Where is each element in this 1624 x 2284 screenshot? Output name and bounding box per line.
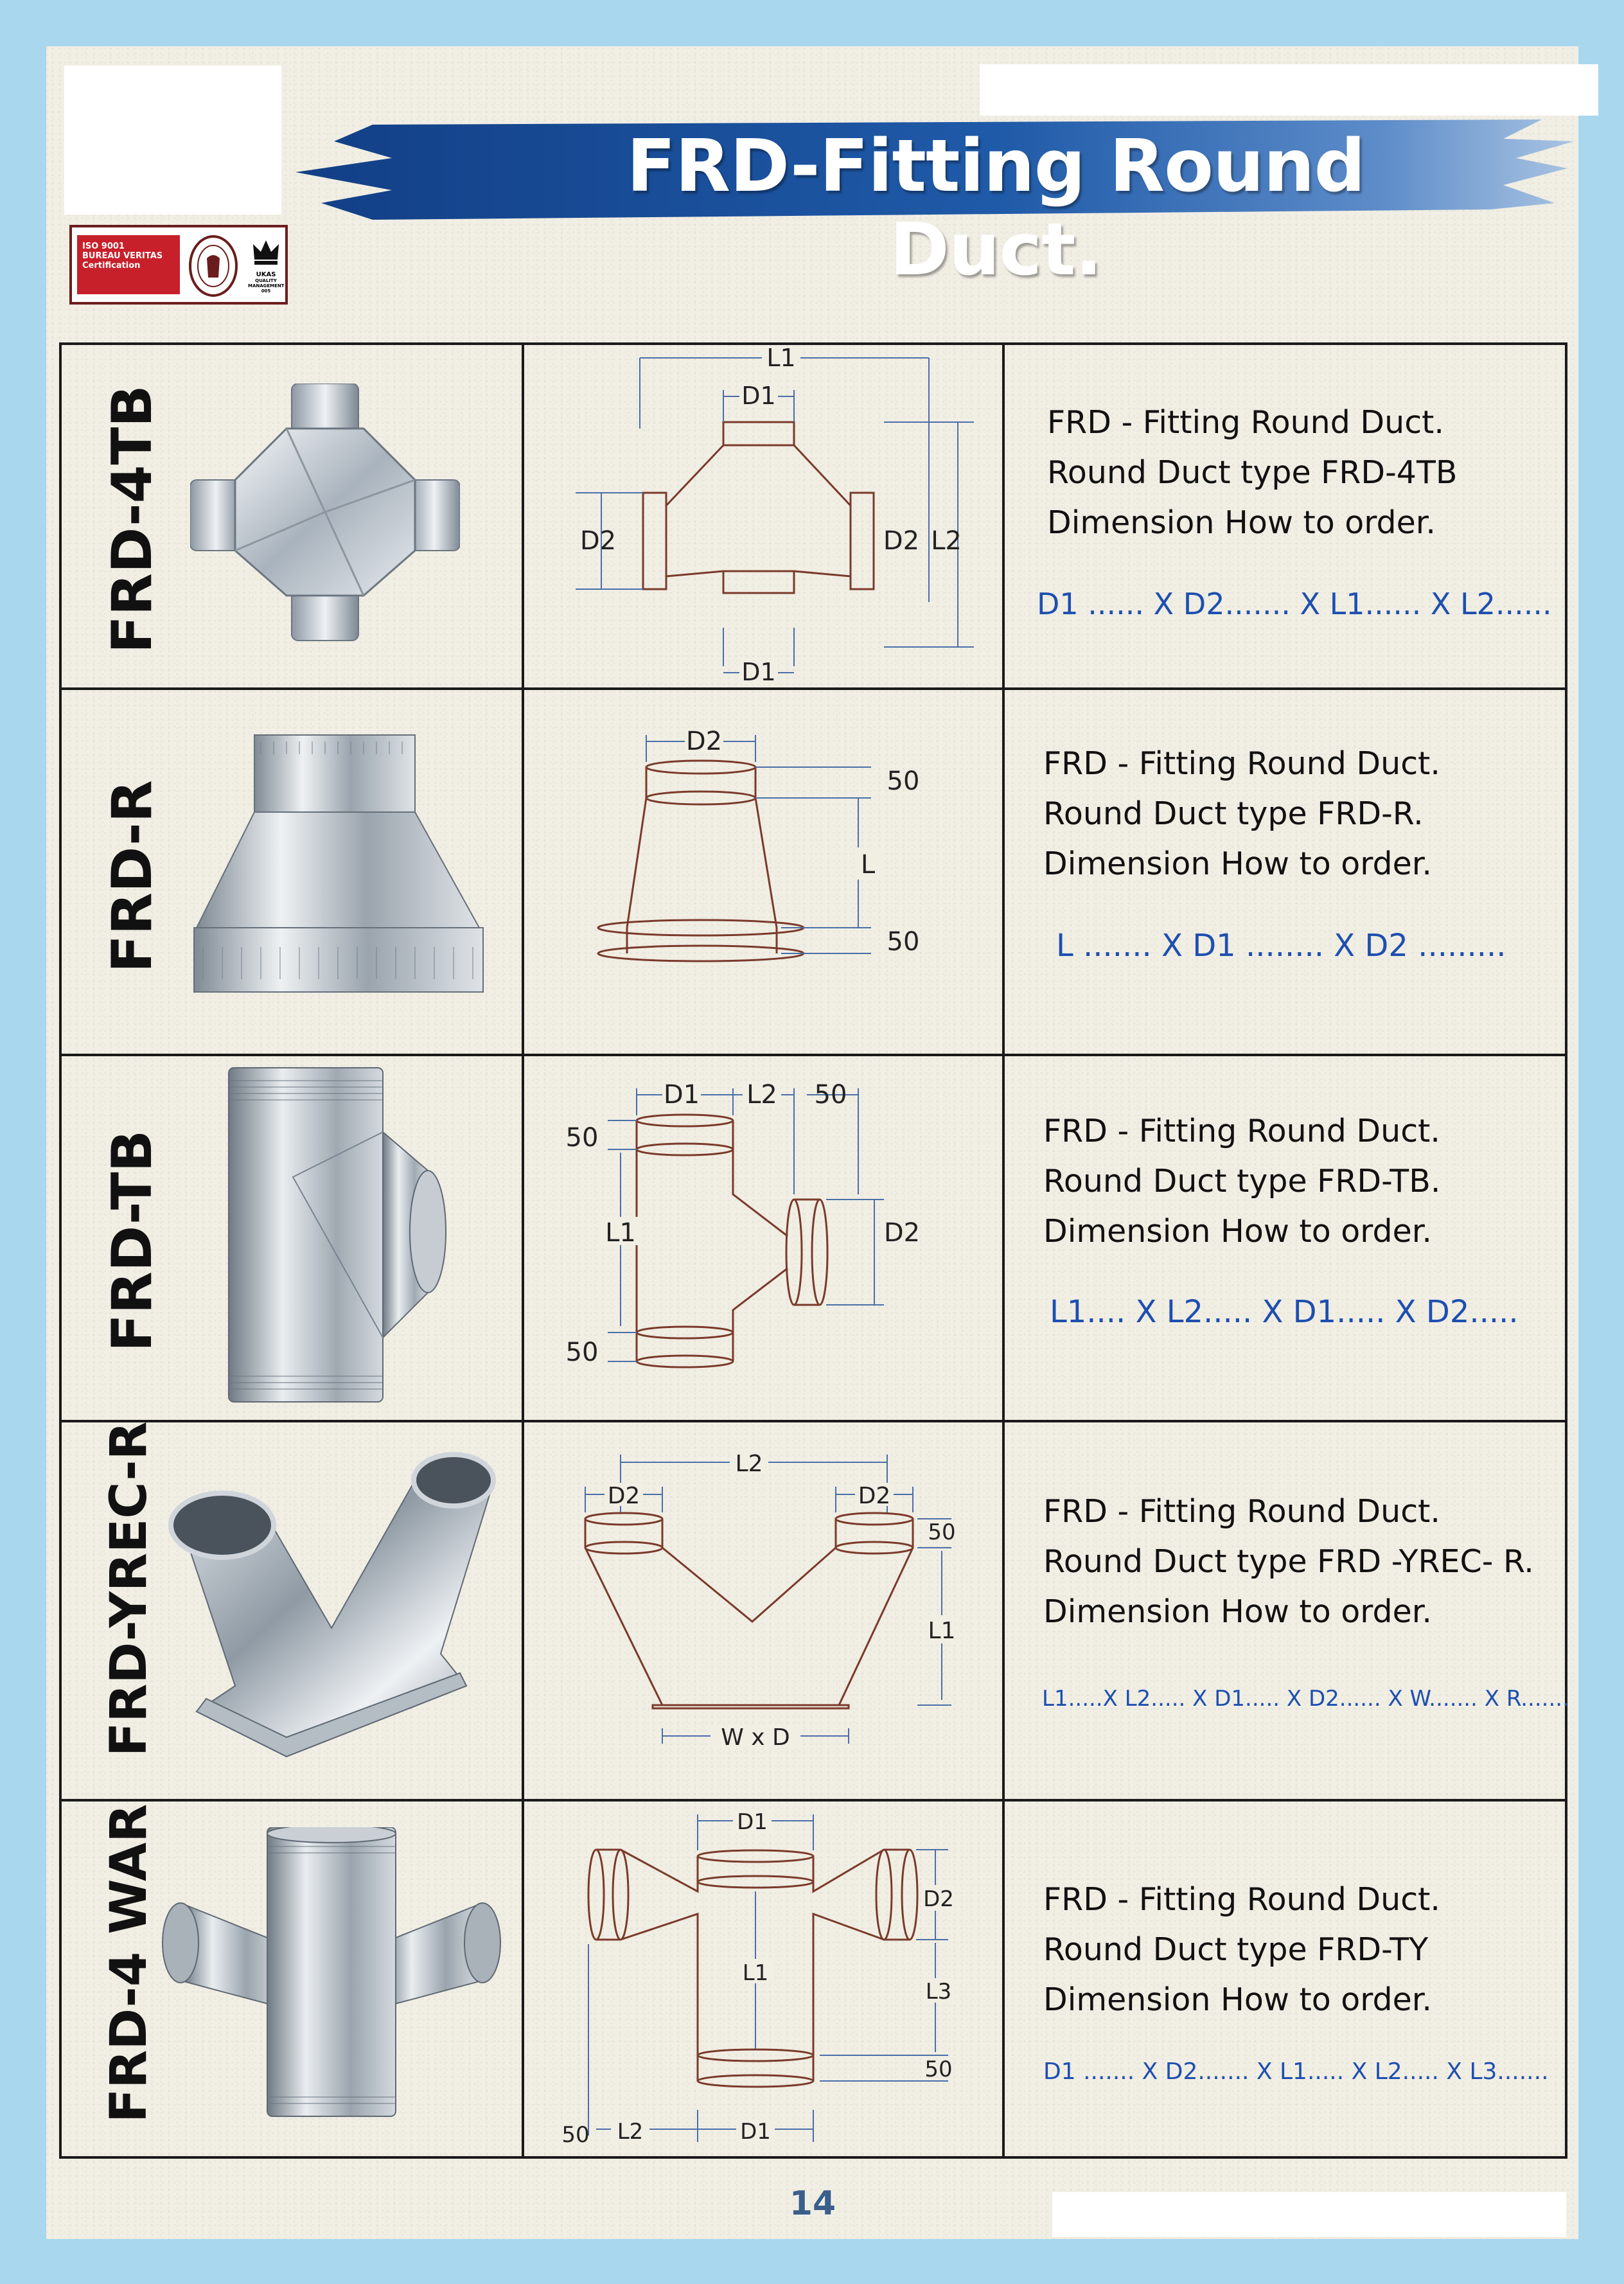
- product-table: [59, 342, 1567, 2159]
- frd-4-war-photo: [152, 1827, 511, 2123]
- dim-label: D1: [741, 658, 776, 686]
- description-line: FRD - Fitting Round Duct.: [1043, 745, 1440, 782]
- product-code: FRD-R: [100, 780, 164, 973]
- frd-r-photo: [190, 722, 492, 998]
- frd-tb-photo: [216, 1061, 447, 1408]
- dim-label: D1: [663, 1080, 700, 1110]
- product-row-frd-r: [62, 690, 1565, 1054]
- dim-label: D2: [607, 1483, 640, 1509]
- description-line: FRD - Fitting Round Duct.: [1043, 1493, 1440, 1530]
- crown-icon: [248, 234, 284, 270]
- product-code: FRD-4 WAR: [100, 1803, 158, 2123]
- blank-area-top-right: [980, 64, 1598, 116]
- dim-label: L2: [735, 1451, 763, 1477]
- blank-area-top-left: [64, 66, 281, 215]
- dim-label: 50: [924, 2057, 953, 2082]
- bureau-text: BUREAU VERITAS: [82, 251, 163, 261]
- order-format: L1.....X L2..... X D1..... X D2...... X W....... X R.......: [1042, 1686, 1569, 1712]
- dim-label: L2: [617, 2119, 644, 2145]
- dim-label: L2: [746, 1080, 777, 1110]
- frd-yrec-r-photo: [158, 1435, 518, 1782]
- dim-label: D2: [923, 1886, 954, 1912]
- description-line: Dimension How to order.: [1043, 1213, 1433, 1250]
- product-row-frd-yrec-r: [62, 1421, 1569, 1799]
- frd-4tb-drawing: [524, 345, 1002, 687]
- dim-label: 50: [565, 1338, 599, 1367]
- description-line: Round Duct type FRD-R.: [1043, 795, 1424, 832]
- dim-label: 50: [887, 766, 920, 796]
- order-format: L ....... X D1 ........ X D2 .........: [1056, 928, 1506, 964]
- dim-label: D1: [737, 1809, 768, 1835]
- dim-label: L1: [742, 1960, 769, 1986]
- product-row-frd-4-war: [62, 1802, 1565, 2156]
- dim-label: D2: [883, 1218, 921, 1248]
- dim-label: L1: [605, 1218, 636, 1248]
- dim-label: D2: [883, 526, 920, 556]
- dim-label: L: [860, 850, 876, 880]
- dim-label: L1: [928, 1618, 956, 1644]
- product-row-frd-tb: [62, 1056, 1565, 1420]
- ukas-mark: [248, 234, 284, 298]
- dim-label: L3: [925, 1979, 952, 2005]
- description-line: Round Duct type FRD -YREC- R.: [1043, 1543, 1534, 1580]
- description-line: FRD - Fitting Round Duct.: [1043, 1113, 1440, 1149]
- page-number: 14: [789, 2184, 836, 2223]
- title-banner: [296, 113, 1580, 292]
- dim-label: 50: [561, 2122, 590, 2148]
- order-format: D1 ....... X D2....... X L1..... X L2..... X L3.......: [1043, 2058, 1549, 2085]
- description-line: Round Duct type FRD-TY: [1043, 1931, 1429, 1968]
- description-line: Round Duct type FRD-TB.: [1043, 1163, 1441, 1200]
- bureau-veritas-seal-icon: [188, 233, 239, 299]
- bureau-veritas-label: [77, 235, 180, 294]
- description-line: Dimension How to order.: [1043, 1981, 1433, 2018]
- page-title: FRD-Fitting Round Duct.: [626, 125, 1365, 292]
- product-code: FRD-4TB: [100, 385, 164, 653]
- frd-yrec-r-drawing: [524, 1422, 1002, 1799]
- dim-label: 50: [928, 1519, 956, 1545]
- dim-label: D1: [740, 2119, 771, 2145]
- product-code: FRD-YREC-R: [100, 1421, 158, 1757]
- frd-r-drawing: [524, 690, 1002, 1054]
- frd-4tb-photo: [190, 384, 460, 653]
- description-line: Dimension How to order.: [1043, 1593, 1433, 1630]
- dim-label: 50: [565, 1123, 599, 1153]
- frd-tb-drawing: [524, 1056, 1002, 1420]
- dim-label: D2: [579, 526, 617, 556]
- ukas-sub-text: QUALITY MANAGEMENT: [248, 278, 285, 288]
- dim-label: 50: [887, 927, 920, 957]
- dim-label: D1: [741, 382, 776, 410]
- certification-badge: [69, 225, 288, 305]
- description-line: Dimension How to order.: [1043, 845, 1433, 882]
- dim-label: 50: [814, 1080, 847, 1110]
- ukas-text: UKAS: [256, 271, 276, 278]
- description-line: Dimension How to order.: [1047, 504, 1436, 541]
- dim-label: L2: [931, 526, 962, 556]
- dim-label: W x D: [721, 1724, 790, 1751]
- blank-area-bottom-right: [1052, 2192, 1566, 2237]
- description-line: FRD - Fitting Round Duct.: [1043, 1881, 1440, 1918]
- description-line: Round Duct type FRD-4TB: [1047, 454, 1458, 491]
- frd-4-war-drawing: [524, 1802, 1002, 2156]
- iso-text: ISO 9001: [82, 242, 125, 251]
- order-format: D1 ...... X D2....... X L1...... X L2......: [1037, 587, 1552, 621]
- dim-label: D2: [858, 1483, 891, 1509]
- certification-text: Certification: [82, 261, 141, 270]
- product-row-frd-4tb: [62, 345, 1565, 687]
- product-code: FRD-TB: [100, 1129, 164, 1352]
- description-line: FRD - Fitting Round Duct.: [1047, 404, 1444, 441]
- dim-label: D2: [685, 727, 723, 756]
- dim-label: L1: [766, 345, 796, 372]
- ukas-number-text: 005: [261, 288, 271, 294]
- order-format: L1.... X L2..... X D1..... X D2.....: [1050, 1294, 1519, 1330]
